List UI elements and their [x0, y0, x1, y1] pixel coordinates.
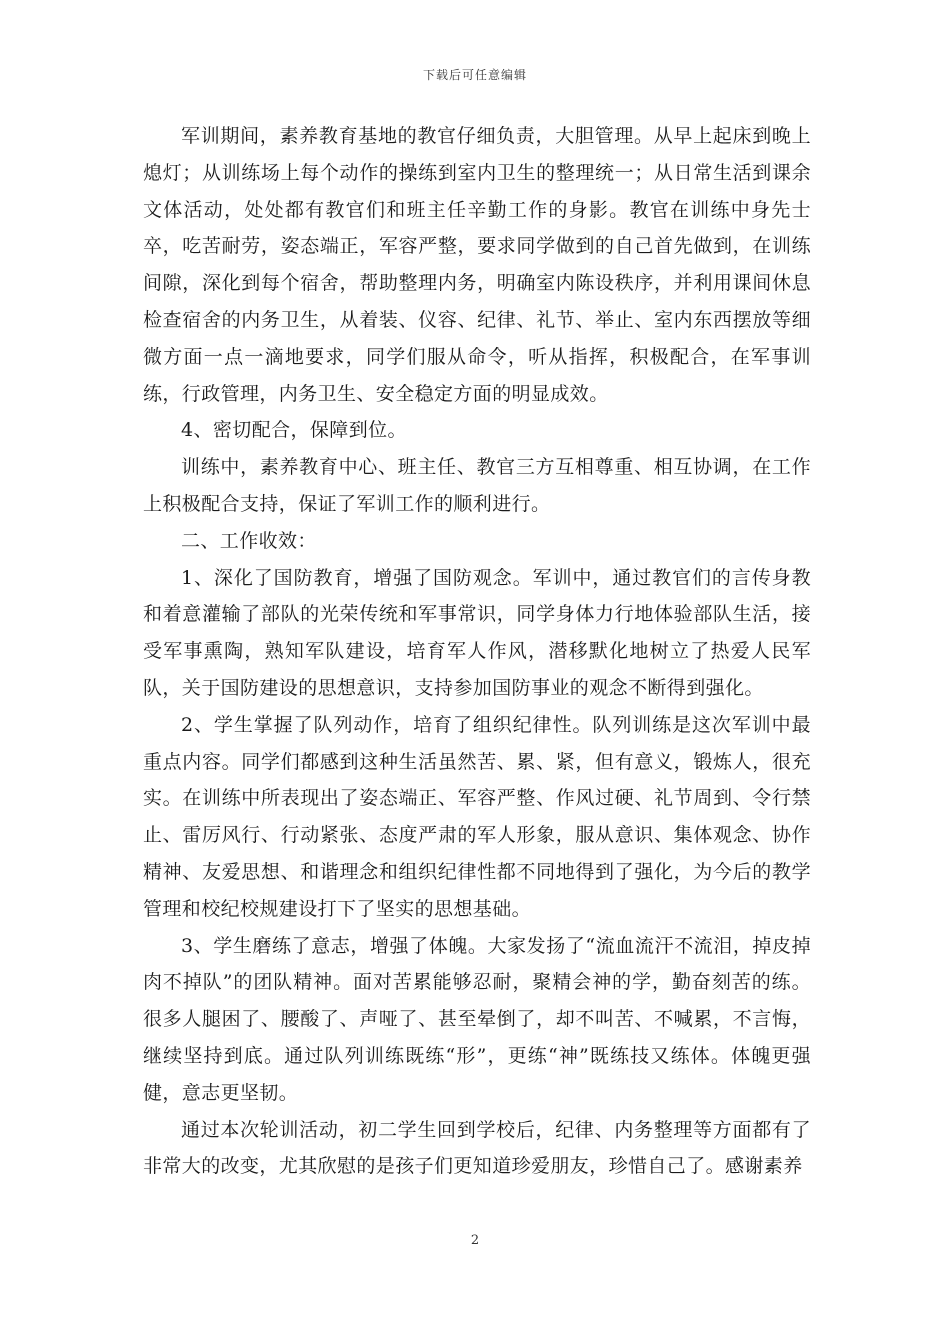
page-number: 2	[470, 1233, 480, 1248]
paragraph-result-defense: 1、深化了国防教育，增强了国防观念。军训中，通过教官们的言传身教和着意灌输了部队的光荣传统和军事常识，同学身体力行地体验部队生活，接受军事熏陶，熟知军队建设，培育军人作风，潜移默化地树立了热爱人民军队，关于国防建设的思想意识，支持参加国防事业的观念不断得到强化。	[143, 566, 811, 699]
page-header: 下载后可任意编辑	[422, 68, 527, 82]
paragraph-heading-cooperation: 4、密切配合，保障到位。	[181, 419, 407, 442]
paragraph-training-management: 军训期间，素养教育基地的教官仔细负责，大胆管理。从早上起床到晚上熄灯；从训练场上每个动作的操练到室内卫生的整理统一；从日常生活到课余文体活动，处处都有教官们和班主任辛勤工作的身影。教官在训练中身先士卒，吃苦耐劳，姿态端正，军容严整，要求同学做到的自己首先做到，在训练间隙，深化到每个宿舍，帮助整理内务，明确室内陈设秩序，并利用课间休息检查宿舍的内务卫生，从着装、仪容、纪律、礼节、举止、室内东西摆放等细微方面一点一滴地要求，同学们服从命令，听从指挥，积极配合，在军事训练，行政管理，内务卫生、安全稳定方面的明显成效。	[143, 125, 811, 405]
paragraph-result-discipline: 2、学生掌握了队列动作，培育了组织纪律性。队列训练是这次军训中最重点内容。同学们都感到这种生活虽然苦、累、紧，但有意义，锻炼人，很充实。在训练中所表现出了姿态端正、军容严整、作风过硬、礼节周到、令行禁止、雷厉风行、行动紧张、态度严肃的军人形象，服从意识、集体观念、协作精神、友爱思想、和谐理念和组织纪律性都不同地得到了强化，为今后的教学管理和校纪校规建设打下了坚实的思想基础。	[143, 713, 811, 920]
paragraph-result-willpower: 3、学生磨练了意志，增强了体魄。大家发扬了“流血流汗不流泪，掉皮掉肉不掉队”的团队精神。面对苦累能够忍耐，聚精会神的学，勤奋刻苦的练。很多人腿困了、腰酸了、声哑了、甚至晕倒了，却不叫苦、不喊累，不言悔，继续坚持到底。通过队列训练既练“形”，更练“神”既练技又练体。体魄更强健，意志更坚韧。	[143, 934, 811, 1104]
paragraph-cooperation: 训练中，素养教育中心、班主任、教官三方互相尊重、相互协调，在工作上积极配合支持，保证了军训工作的顺利进行。	[143, 456, 811, 515]
paragraph-conclusion: 通过本次轮训活动，初二学生回到学校后，纪律、内务整理等方面都有了非常大的改变，尤其欣慰的是孩子们更知道珍爱朋友，珍惜自己了。感谢素养	[143, 1118, 811, 1178]
paragraph-heading-results: 二、工作收效：	[181, 529, 317, 552]
body-text	[143, 118, 811, 1185]
